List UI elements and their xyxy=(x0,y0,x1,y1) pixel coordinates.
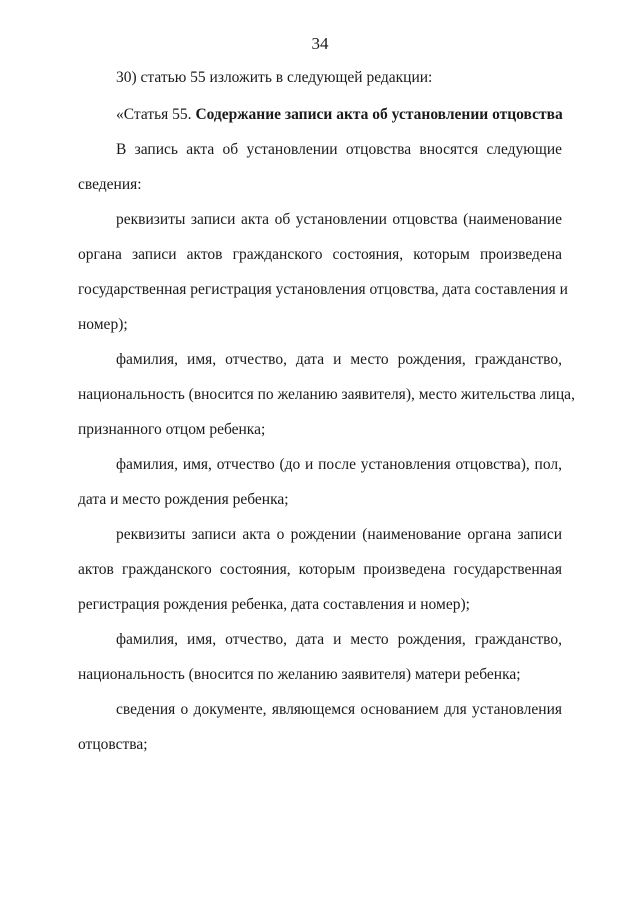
paragraph-line: признанного отцом ребенка; xyxy=(78,421,266,438)
page-number: 34 xyxy=(311,34,329,53)
paragraph-line: органа записи актов гражданского состояния, которым произведена xyxy=(78,246,562,263)
paragraph-line: сведения: xyxy=(78,176,142,193)
paragraph-line: сведения о документе, являющемся основанием для установления xyxy=(116,701,562,718)
paragraph-line: реквизиты записи акта о рождении (наименование органа записи xyxy=(116,526,562,543)
paragraph-line: фамилия, имя, отчество, дата и место рождения, гражданство, xyxy=(116,631,562,648)
paragraph-line: фамилия, имя, отчество, дата и место рождения, гражданство, xyxy=(116,351,562,368)
article-heading xyxy=(116,105,563,125)
paragraph-line: фамилия, имя, отчество (до и после установления отцовства), пол, xyxy=(116,456,562,473)
paragraph-line: актов гражданского состояния, которым произведена государственная xyxy=(78,561,562,578)
article-prefix: «Статья 55. xyxy=(116,106,196,123)
paragraph-line: номер); xyxy=(78,316,128,333)
paragraph-line: отцовства; xyxy=(78,736,148,753)
paragraph-line: регистрация рождения ребенка, дата составления и номер); xyxy=(78,596,470,613)
paragraph-line: В запись акта об установлении отцовства вносятся следующие xyxy=(116,141,562,158)
article-title: Содержание записи акта об установлении отцовства xyxy=(195,106,563,123)
amendment-intro: 30) статью 55 изложить в следующей редакции: xyxy=(116,69,433,86)
paragraph-line: национальность (вносится по желанию заявителя), место жительства лица, xyxy=(78,386,575,403)
paragraph-line: национальность (вносится по желанию заявителя) матери ребенка; xyxy=(78,666,521,683)
paragraph-line: государственная регистрация установления отцовства, дата составления и xyxy=(78,281,568,298)
paragraph-line: реквизиты записи акта об установлении отцовства (наименование xyxy=(116,211,562,228)
paragraph-line: дата и место рождения ребенка; xyxy=(78,491,289,508)
